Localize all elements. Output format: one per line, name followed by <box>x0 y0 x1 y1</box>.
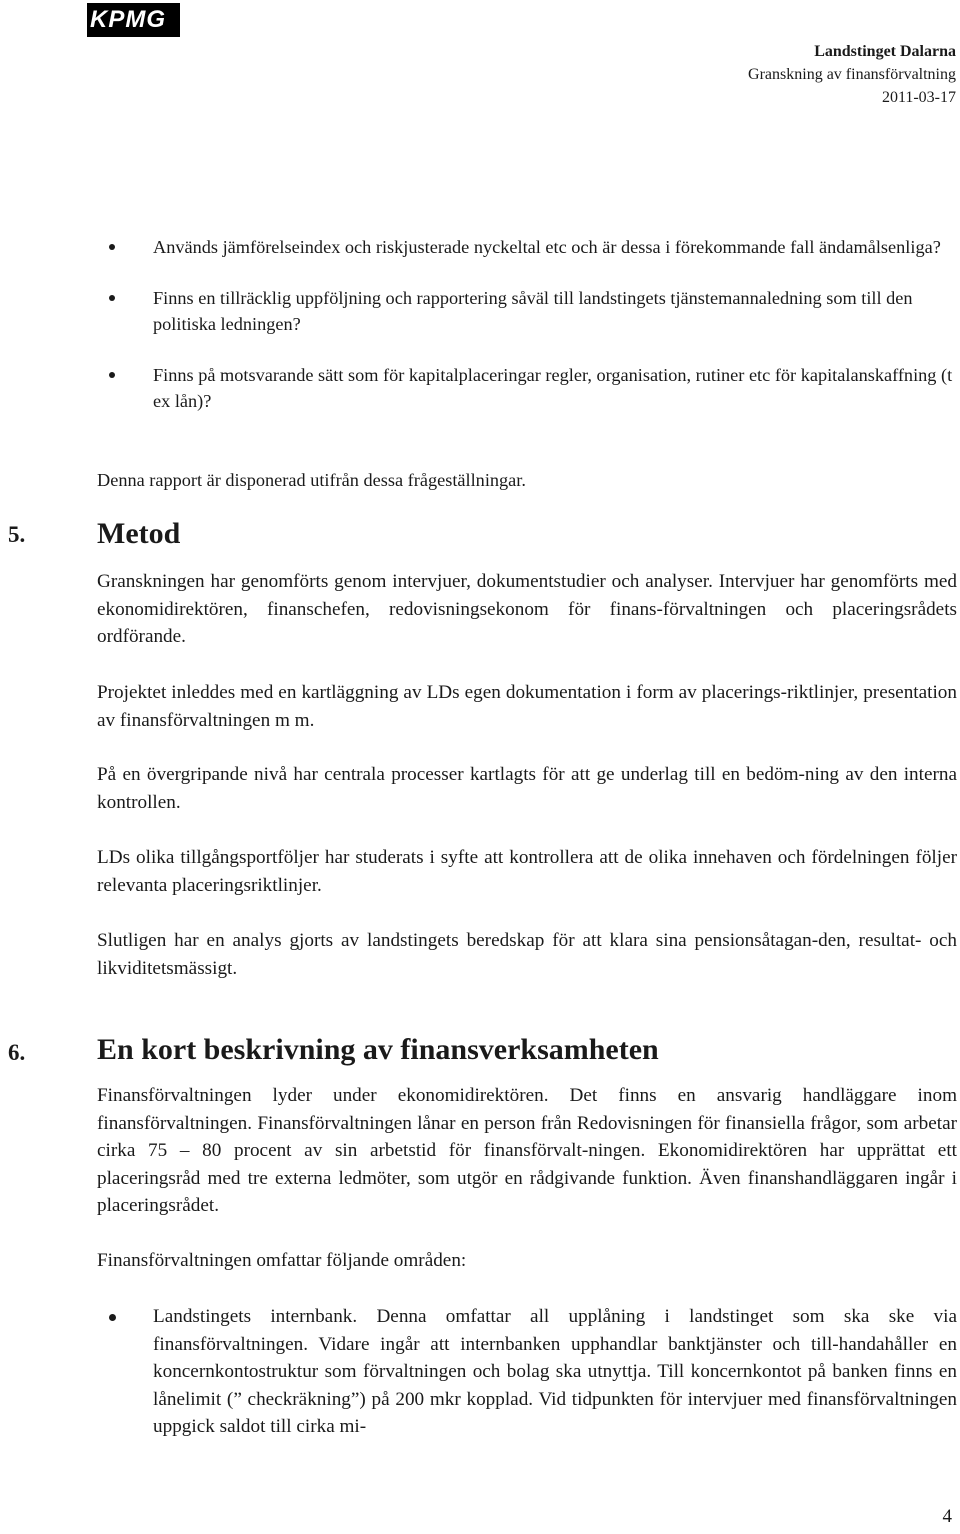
disposition-note: Denna rapport är disponerad utifrån dessa frågeställningar. <box>97 470 526 490</box>
areas-bullet-list <box>97 1303 957 1441</box>
page-number: 4 <box>942 1506 952 1527</box>
intro-bullet-list <box>97 234 957 439</box>
section6-number: 6. <box>8 1040 26 1065</box>
section5-number: 5. <box>8 522 26 547</box>
header-date: 2011-03-17 <box>881 89 956 106</box>
page-header <box>748 40 956 109</box>
logo-text: KPMG <box>90 6 166 33</box>
section5-paragraph: Projektet inleddes med en kartläggning av LDs egen dokumentation i form av placerings-riktlinjer, presentation av finansförvaltningen m m. <box>97 682 957 731</box>
section5-title: Metod <box>97 517 181 550</box>
section6-title: En kort beskrivning av finansverksamheten <box>97 1033 659 1066</box>
section5-paragraph: LDs olika tillgångsportföljer har studerats i syfte att kontrollera att de olika innehaven och fördelningen följer relevanta placeringsriktlinjer. <box>97 847 957 896</box>
list-item: Finns en tillräcklig uppföljning och rapportering såväl till landstingets tjänstemannaledning som till den politiska ledningen? <box>97 285 957 337</box>
kpmg-logo <box>87 3 180 37</box>
list-item: Finns på motsvarande sätt som för kapitalplaceringar regler, organisation, rutiner etc för kapitalanskaffning (t ex lån)? <box>97 362 957 414</box>
list-item: Landstingets internbank. Denna omfattar all upplåning i landstinget som ska ske via finansförvaltningen. Vidare ingår att internbanken upphandlar banktjänster och till-handahåller en koncernkontostruktur som förvaltningen och bolag ska utnyttja. Till koncernkontot på banken finns en lånelimit (” checkräkning”) på 200 mkr kopplad. Vid tidpunkten för intervjuer med finansförvaltningen uppgick saldot till cirka mi- <box>97 1303 957 1441</box>
header-org: Landstinget Dalarna <box>814 43 956 60</box>
section6-paragraph: Finansförvaltningen lyder under ekonomidirektören. Det finns en ansvarig handläggare inom finansförvaltningen. Finansförvaltningen lånar en person från Redovisningen för finansiella frågor, som arbetar cirka 75 – 80 procent av sin arbetstid för finansförvalt-ningen. Ekonomidirektören har upprättat ett placeringsråd med tre externa ledmöter, som utgör en rådgivande funktion. Även finanshandläggaren ingår i placeringsrådet. <box>97 1085 957 1216</box>
section6-paragraph: Finansförvaltningen omfattar följande områden: <box>97 1250 467 1271</box>
section5-paragraph: Granskningen har genomförts genom intervjuer, dokumentstudier och analyser. Intervjuer har genomförts med ekonomidirektören, finanschefen, redovisningsekonom för finans-förvaltningen och placeringsrådets ordförande. <box>97 571 957 647</box>
section5-paragraph: Slutligen har en analys gjorts av landstingets beredskap för att klara sina pensionsåtagan-den, resultat- och likviditetsmässigt. <box>97 930 957 979</box>
section5-paragraph: På en övergripande nivå har centrala processer kartlagts för att ge underlag till en bedöm-ning av den interna kontrollen. <box>97 764 957 813</box>
list-item: Används jämförelseindex och riskjusterade nyckeltal etc och är dessa i förekommande fall ändamålsenliga? <box>97 234 957 260</box>
header-subtitle: Granskning av finansförvaltning <box>748 66 956 83</box>
